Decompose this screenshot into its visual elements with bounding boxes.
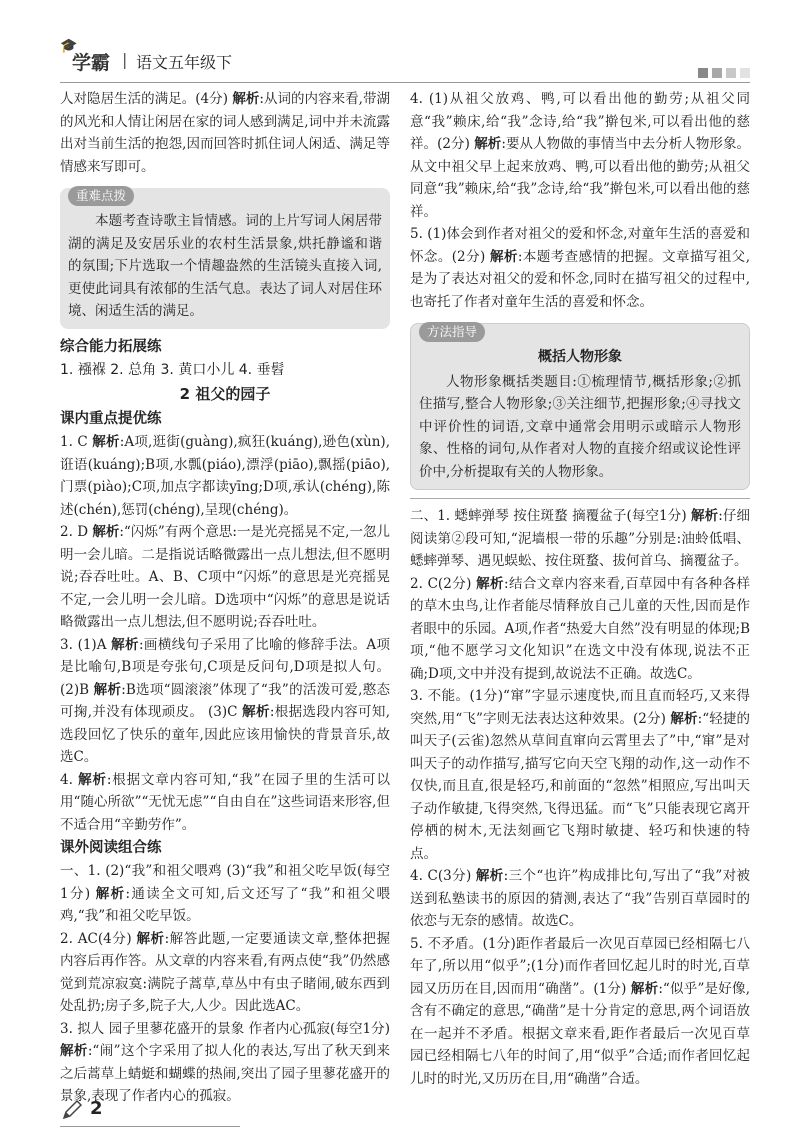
method-text: 人物形象概括类题目:①梳理情节,概括形象;②抓住描写,整合人物形象;③关注细节,把握形象;④寻找文中评价性的词语,文章中通常会用明示或暗示人物形象、性格的词句,从作者对人物的直接介绍或议论性评价中,分析提取有关的人物形象。	[419, 373, 741, 480]
class-section-title: 课内重点提优练	[60, 411, 162, 427]
footer-rule	[60, 1126, 240, 1127]
answer-q1: 1. C 解析:A项,逛街(guàng),疯狂(kuáng),逊色(xùn),诳语(kuáng);B项,水瓢(piáo),漂浮(piāo),飘摇(piāo),门票(piào);C项,加点字都读yīng;D项,承认(chéng),陈述(chén),惩罚(chéng),呈现(chéng)。	[60, 434, 390, 518]
decorative-squares	[694, 63, 750, 73]
page-header	[60, 38, 750, 78]
lesson-title: 2 祖父的园子	[179, 385, 271, 403]
extension-answers: 1. 襁褓 2. 总角 3. 黄口小儿 4. 垂髫	[60, 361, 285, 378]
page-number: 2	[90, 1098, 103, 1119]
pencil-icon	[60, 1098, 84, 1122]
difficulty-tag: 重难点拨	[68, 186, 134, 206]
answer-q3: 3. (1)A 解析:画横线句子采用了比喻的修辞手法。A项是比喻句,B项是夸张句,C项是反问句,D项是拟人句。 (2)B 解析:B选项“圆滚滚”体现了“我”的活泼可爱,憨态可掬,并没有体现顽皮。 (3)C 解析:根据选段内容可知,选段回忆了快乐的童年,因此应该用愉快的背景音乐,故选C。	[60, 636, 391, 765]
reading-section-title: 课外阅读组合练	[60, 840, 162, 856]
answer-para: 人对隐居生活的满足。(4分) 解析:从词的内容来看,带湖的风光和人情让闲居在家的词人感到满足,词中并未流露出对当前生活的抱怨,因而回答时抓住词人闲适、满足等情感来写即可。	[60, 91, 391, 175]
method-title: 概括人物形象	[538, 349, 622, 365]
answer-r2: 2. AC(4分) 解析:解答此题,一定要通读文章,整体把握内容后再作答。从文章的内容来看,有两点使“我”仍然感觉到荒凉寂寞:满院子蒿草,草丛中有虫子睹闹,破东西到处乱扔;房子多,院子大,人少。因此选AC。	[60, 930, 391, 1014]
answer-r1: 一、1. (2)“我”和祖父喂鸡 (3)“我”和祖父吃早饭(每空1分) 解析:通读全文可知,后文还写了“我”和祖父喂鸡,“我”和祖父吃早饭。	[60, 863, 391, 924]
difficulty-box	[60, 188, 390, 329]
answer-q4: 4. 解析:根据文章内容可知,“我”在园子里的生活可以用“随心所欲”“无忧无虑”“自由自在”这些词语来形容,但不适合用“辛勤劳作”。	[60, 771, 390, 833]
left-column	[60, 88, 390, 1108]
answer-q2: 2. D 解析:“闪烁”有两个意思:一是光亮摇晃不定,一忽儿明一会儿暗。二是指说话略微露出一点儿想法,但不愿明说;吞吞吐吐。A、B、C项中“闪烁”的意思是光亮摇晃不定,一会儿明一会儿暗。D选项中“闪烁”的意思是说话略微露出一点儿想法,但不愿明说;吞吞吐吐。	[60, 524, 390, 630]
answer-b4: 4. C(3分) 解析:三个“也许”构成排比句,写出了“我”对被送到私塾读书的原因的猜测,表达了“我”告别百草园时的依恋与无奈的感情。故选C。	[410, 868, 751, 929]
answer-a5: 5. (1)体会到作者对祖父的爱和怀念,对童年生活的喜爱和怀念。(2分) 解析:本题考查感情的把握。文章描写祖父,是为了表达对祖父的爱和怀念,同时在描写祖父的过程中,也寄托了作者对童年生活的喜爱和怀念。	[410, 226, 751, 310]
extension-title: 综合能力拓展练	[60, 338, 162, 355]
answer-a4: 4. (1)从祖父放鸡、鸭,可以看出他的勤劳;从祖父同意“我”赖床,给“我”念诗,给“我”擀包米,可以看出他的慈祥。(2分) 解析:要从人物做的事情当中去分析人物形象。从文中祖父早上起来放鸡、鸭,可以看出他的勤劳;从祖父同意“我”赖床,给“我”念诗,给“我”擀包米,可以看出他的慈祥。	[410, 91, 750, 220]
answer-b3: 3. 不能。(1分)“窜”字显示速度快,而且直而轻巧,又来得突然,用“飞”字则无法表达这种效果。(2分) 解析:“轻捷的叫天子(云雀)忽然从草间直窜向云霄里去了”中,“窜”是对叫天子的动作描写,描写它向天空飞翔的动作,这一动作不仅快,而且直,很是轻巧,和前面的“忽然”相照应,写出叫天子动作敏捷,飞得突然,飞得迅猛。而“飞”只能表现它离开停栖的树木,无法刻画它飞翔时敏捷、轻巧和快速的特点。	[410, 688, 751, 862]
header-rule	[60, 82, 750, 83]
method-tag: 方法指导	[419, 322, 485, 342]
page-footer	[60, 1096, 750, 1126]
brand-logo	[60, 38, 111, 75]
section-divider	[410, 498, 750, 499]
header-separator: |	[122, 50, 128, 69]
answer-r3: 3. 拟人 园子里蓼花盛开的景象 作者内心孤寂(每空1分) 解析:“闹”这个字采用了拟人化的表达,写出了秋天到来之后蒿草上蜻蜓和蝴蝶的热闹,突出了园子里蓼花盛开的景象,表现了作者内心的孤寂。	[60, 1020, 390, 1104]
difficulty-text: 本题考查诗歌主旨情感。词的上片写词人闲居带湖的满足及安居乐业的农村生活景象,烘托静谧和谐的氛围;下片选取一个情趣盎然的生活镜头直接入词,更使此词具有浓郁的生活气息。表达了词人对居住环境、闲适生活的满足。	[68, 213, 382, 319]
answer-b5: 5. 不矛盾。(1分)距作者最后一次见百草园已经相隔七八年了,所以用“似乎”;(1分)而作者回忆起儿时的时光,百草园又历历在目,因而用“确凿”。(1分) 解析:“似乎”是好像,含有不确定的意思,“确凿”是十分肯定的意思,两个词语放在一起并不矛盾。根据文章来看,距作者最后一次见百草园已经相隔七八年的时间了,用“似乎”合适;而作者回忆起儿时的时光,又历历在目,用“确凿”合适。	[410, 935, 750, 1087]
method-box	[410, 323, 750, 490]
right-column	[410, 88, 750, 1090]
answer-b1: 二、1. 蟋蟀弹琴 按住斑蝥 摘覆盆子(每空1分) 解析:仔细阅读第②段可知,“泥墙根一带的乐趣”分别是:油蛉低唱、蟋蟀弹琴、遇见蜈蚣、按住斑蝥、拔何首乌、摘覆盆子。	[410, 508, 751, 569]
subject-title: 语文五年级下	[136, 53, 233, 72]
graduation-cap-icon: 🎓	[60, 38, 78, 54]
answer-b2: 2. C(2分) 解析:结合文章内容来看,百草园中有各种各样的草木虫鸟,让作者能尽情释放自己儿童的天性,因而是作者眼中的乐园。A项,作者“热爱大自然”没有明显的体现;B项,“他不愿学习文化知识”在选文中没有体现,说法不正确;D项,文中并没有提到,故说法不正确。故选C。	[410, 575, 750, 682]
brand-name: 学霸	[72, 52, 111, 74]
